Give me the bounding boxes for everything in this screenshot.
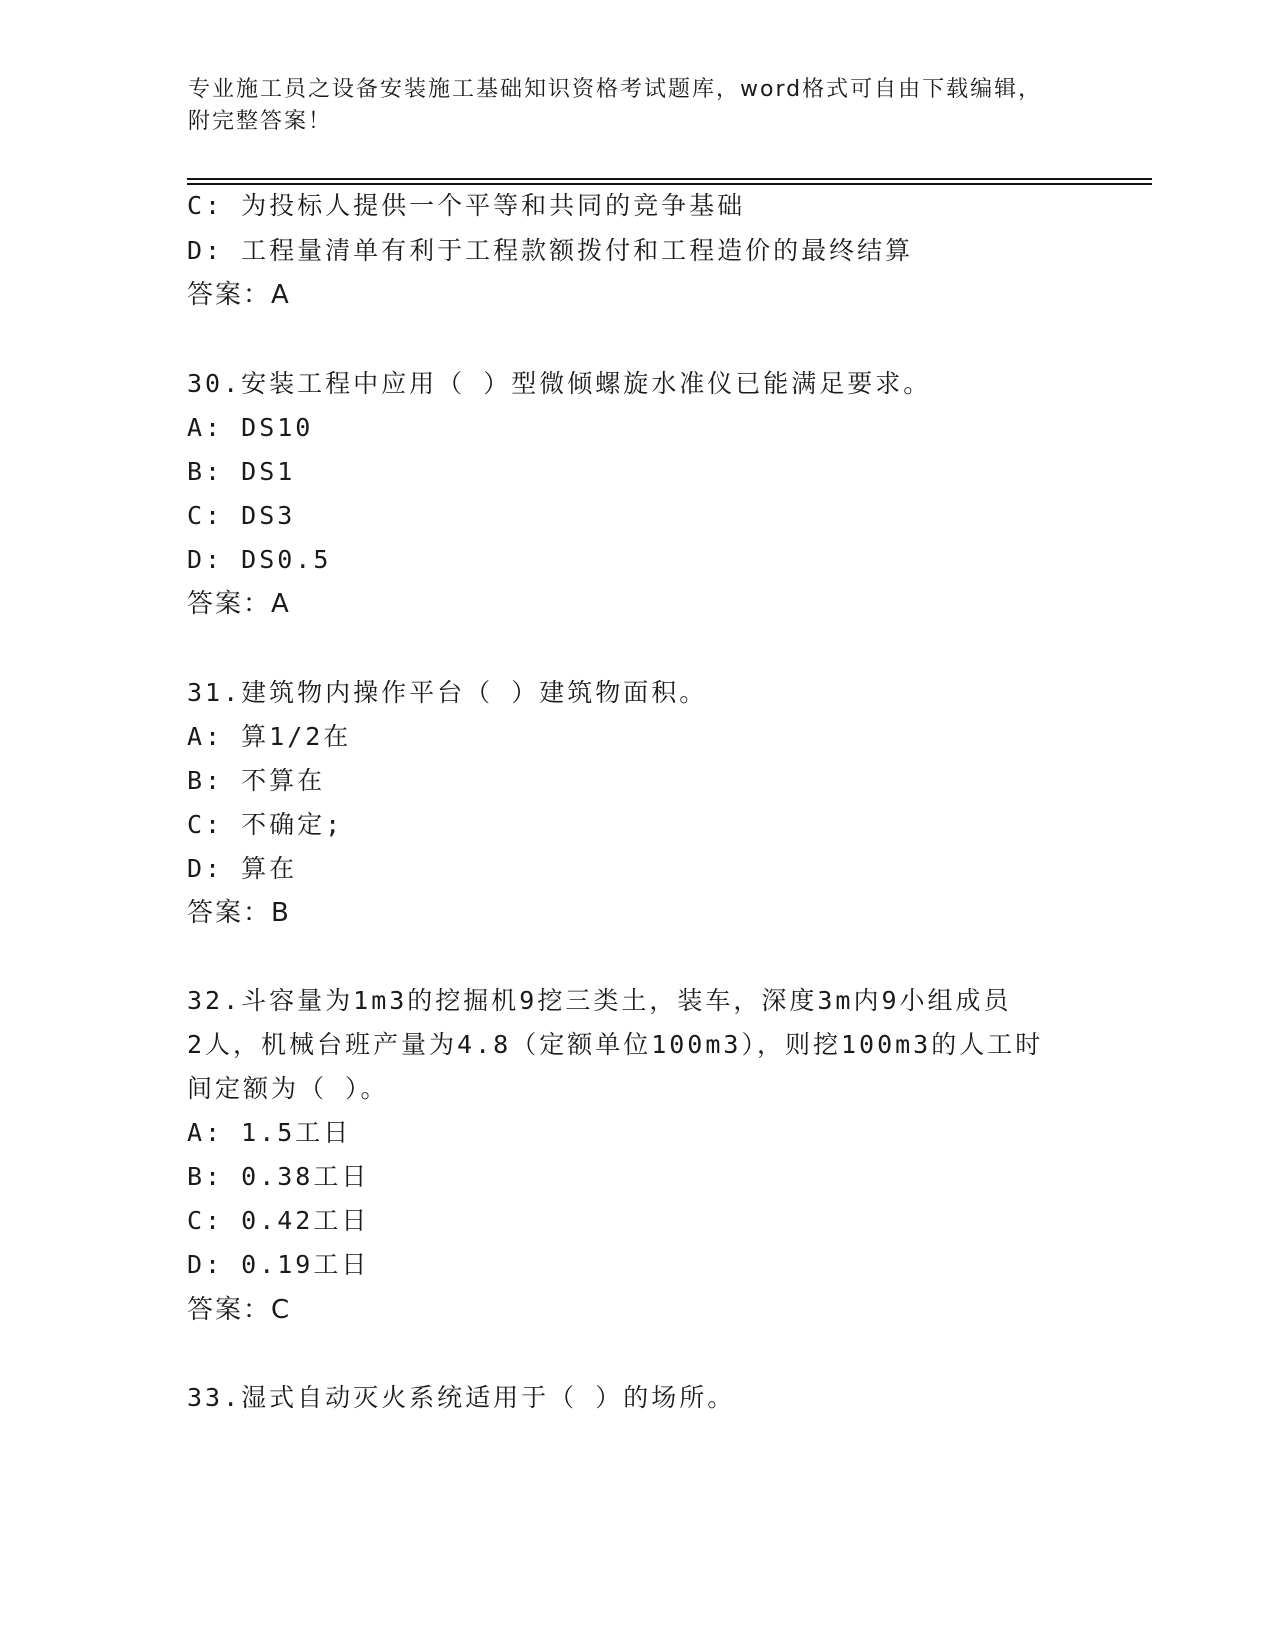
q32-stem-line-2: 2人，机械台班产量为4.8（定额单位100m3），则挖100m3的人工时 [187, 1030, 1044, 1059]
q30-option-b: B: DS1 [187, 457, 296, 486]
q31-option-b: B: 不算在 [187, 766, 326, 795]
prev-question-answer: 答案：A [187, 280, 291, 310]
q31-option-a: A: 算1/2在 [187, 722, 352, 751]
document-header [188, 74, 1088, 138]
q32-option-d: D: 0.19工日 [187, 1250, 370, 1279]
q31-answer: 答案：B [187, 898, 291, 928]
q31-option-c: C: 不确定; [187, 810, 344, 839]
prev-question-option-d: D: 工程量清单有利于工程款额拨付和工程造价的最终结算 [187, 236, 914, 265]
q30-answer: 答案：A [187, 589, 291, 619]
prev-question-option-c: C: 为投标人提供一个平等和共同的竞争基础 [187, 191, 746, 220]
q32-option-c: C: 0.42工日 [187, 1206, 370, 1235]
q33-stem: 33.湿式自动灭火系统适用于（ ）的场所。 [187, 1383, 736, 1412]
q30-option-c: C: DS3 [187, 501, 296, 530]
q32-stem-line-3: 间定额为（ ）。 [187, 1074, 389, 1103]
q32-stem-line-1: 32.斗容量为1m3的挖掘机9挖三类土，装车，深度3m内9小组成员 [187, 986, 1012, 1015]
header-line-1: 专业施工员之设备安装施工基础知识资格考试题库，word格式可自由下载编辑， [188, 77, 1043, 102]
header-divider-top [187, 178, 1152, 180]
header-line-2: 附完整答案！ [188, 109, 333, 134]
q30-option-d: D: DS0.5 [187, 545, 332, 574]
q32-answer: 答案：C [187, 1295, 292, 1325]
header-divider-bottom [187, 183, 1152, 185]
q31-stem: 31.建筑物内操作平台（ ）建筑物面积。 [187, 678, 708, 707]
q32-option-a: A: 1.5工日 [187, 1118, 352, 1147]
q32-option-b: B: 0.38工日 [187, 1162, 370, 1191]
q31-option-d: D: 算在 [187, 854, 298, 883]
q30-option-a: A: DS10 [187, 413, 314, 442]
q30-stem: 30.安装工程中应用（ ）型微倾螺旋水准仪已能满足要求。 [187, 369, 932, 398]
